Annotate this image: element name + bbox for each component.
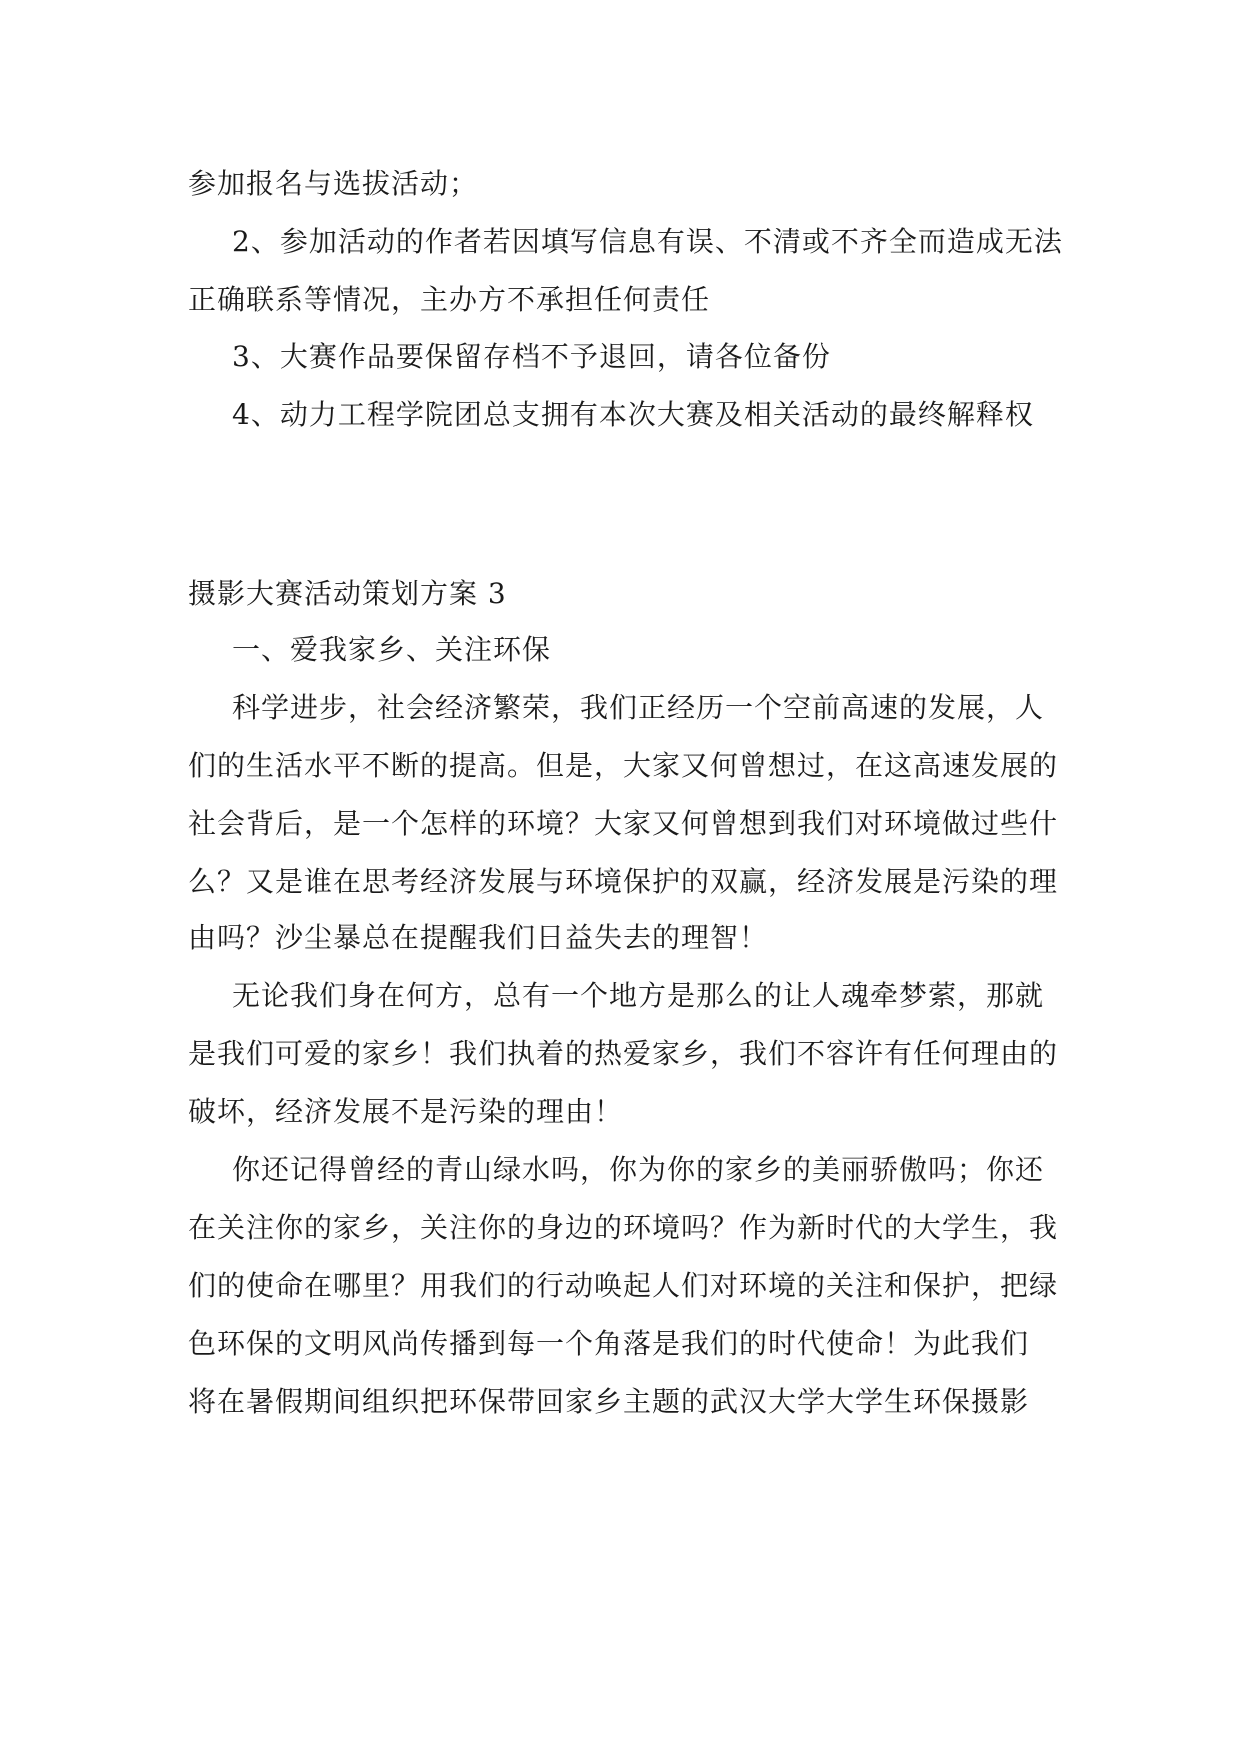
text-line: 参加报名与选拔活动； (188, 167, 479, 200)
paragraph-3-line: 在关注你的家乡，关注你的身边的环境吗？作为新时代的大学生，我 (188, 1211, 1059, 1244)
section-title: 摄影大赛活动策划方案 3 (188, 577, 507, 610)
paragraph-3-line: 色环保的文明风尚传播到每一个角落是我们的时代使命！为此我们 (188, 1327, 1030, 1360)
rule-4-line-1: 4、动力工程学院团总支拥有本次大赛及相关活动的最终解释权 (232, 398, 1034, 431)
paragraph-2-line: 破坏，经济发展不是污染的理由！ (188, 1095, 624, 1128)
subheading: 一、爱我家乡、关注环保 (232, 633, 552, 666)
paragraph-3-line: 们的使命在哪里？用我们的行动唤起人们对环境的关注和保护，把绿 (188, 1269, 1059, 1302)
paragraph-1-line: 社会背后，是一个怎样的环境？大家又何曾想到我们对环境做过些什 (188, 807, 1059, 840)
paragraph-3-line: 你还记得曾经的青山绿水吗，你为你的家乡的美丽骄傲吗；你还 (232, 1153, 1045, 1186)
paragraph-2-line: 是我们可爱的家乡！我们执着的热爱家乡，我们不容许有任何理由的 (188, 1037, 1059, 1070)
rule-3-line-1: 3、大赛作品要保留存档不予退回，请各位备份 (232, 340, 831, 373)
paragraph-3-line: 将在暑假期间组织把环保带回家乡主题的武汉大学大学生环保摄影 (188, 1385, 1030, 1418)
rule-2-line-2: 正确联系等情况，主办方不承担任何责任 (188, 283, 711, 316)
paragraph-2-line: 无论我们身在何方，总有一个地方是那么的让人魂牵梦萦，那就 (232, 979, 1045, 1012)
paragraph-1-line: 们的生活水平不断的提高。但是，大家又何曾想过，在这高速发展的 (188, 749, 1059, 782)
rule-2-line-1: 2、参加活动的作者若因填写信息有误、不清或不齐全而造成无法 (232, 225, 1063, 258)
paragraph-1-line: 由吗？沙尘暴总在提醒我们日益失去的理智！ (188, 921, 769, 954)
paragraph-1-line: 么？又是谁在思考经济发展与环境保护的双赢，经济发展是污染的理 (188, 865, 1059, 898)
paragraph-1-line: 科学进步，社会经济繁荣，我们正经历一个空前高速的发展，人 (232, 691, 1045, 724)
